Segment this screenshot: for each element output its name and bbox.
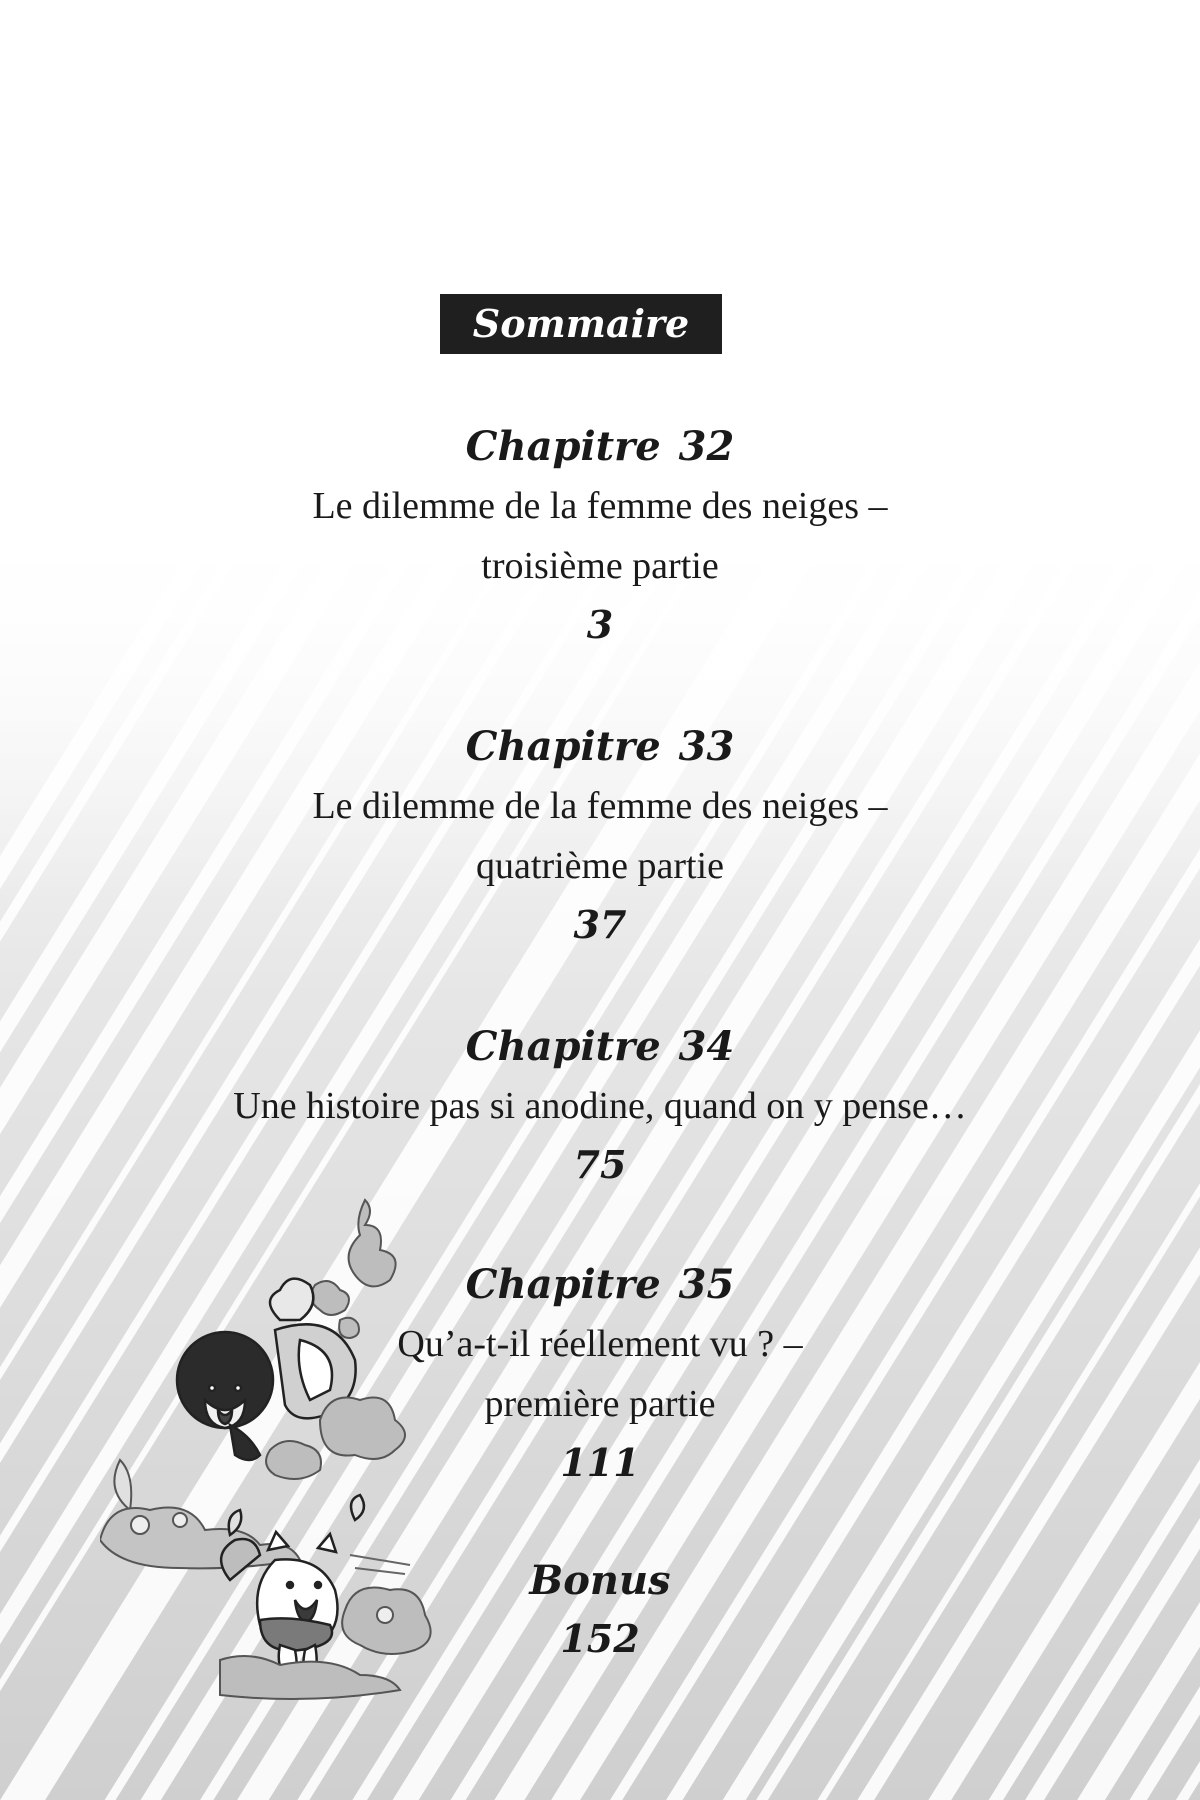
chapter-page-number: 3 [586,602,614,647]
bonus-page-number: 152 [560,1616,640,1661]
chapter-page-number: 75 [573,1142,627,1187]
chapter-title-line: Le dilemme de la femme des neiges – [312,485,888,527]
chapter-title-line: Une histoire pas si anodine, quand on y pense… [233,1085,967,1127]
chapter-heading [0,718,1200,776]
bonus-heading: Bonus [529,1557,671,1604]
chapter-page-number: 37 [573,902,627,947]
chapter-label: Chapitre [465,723,661,770]
chapter-heading [0,1018,1200,1076]
chapter-heading [0,418,1200,476]
chapter-title-line: Le dilemme de la femme des neiges – [312,785,888,827]
toc-entry-chapter-34[interactable] [0,1018,1200,1194]
flying-spirit-creatures-illustration [100,1190,500,1710]
toc-entry-chapter-32[interactable] [0,418,1200,654]
chapter-number: 32 [678,423,735,470]
chapter-title-line: première partie [484,1383,716,1425]
chapter-title-line: Qu’a-t-il réellement vu ? – [397,1323,803,1365]
chapter-number: 34 [678,1023,735,1070]
chapter-title-line: quatrième partie [476,845,724,887]
chapter-number: 35 [678,1261,735,1308]
chapter-label: Chapitre [465,1261,661,1308]
chapter-title-line: troisième partie [481,545,719,587]
chapter-number: 33 [678,723,735,770]
toc-entry-chapter-33[interactable] [0,718,1200,954]
toc-title: Sommaire [440,294,722,354]
chapter-label: Chapitre [465,423,661,470]
chapter-page-number: 111 [560,1440,640,1485]
chapter-label: Chapitre [465,1023,661,1070]
white-spirit-creature [221,1495,364,1680]
